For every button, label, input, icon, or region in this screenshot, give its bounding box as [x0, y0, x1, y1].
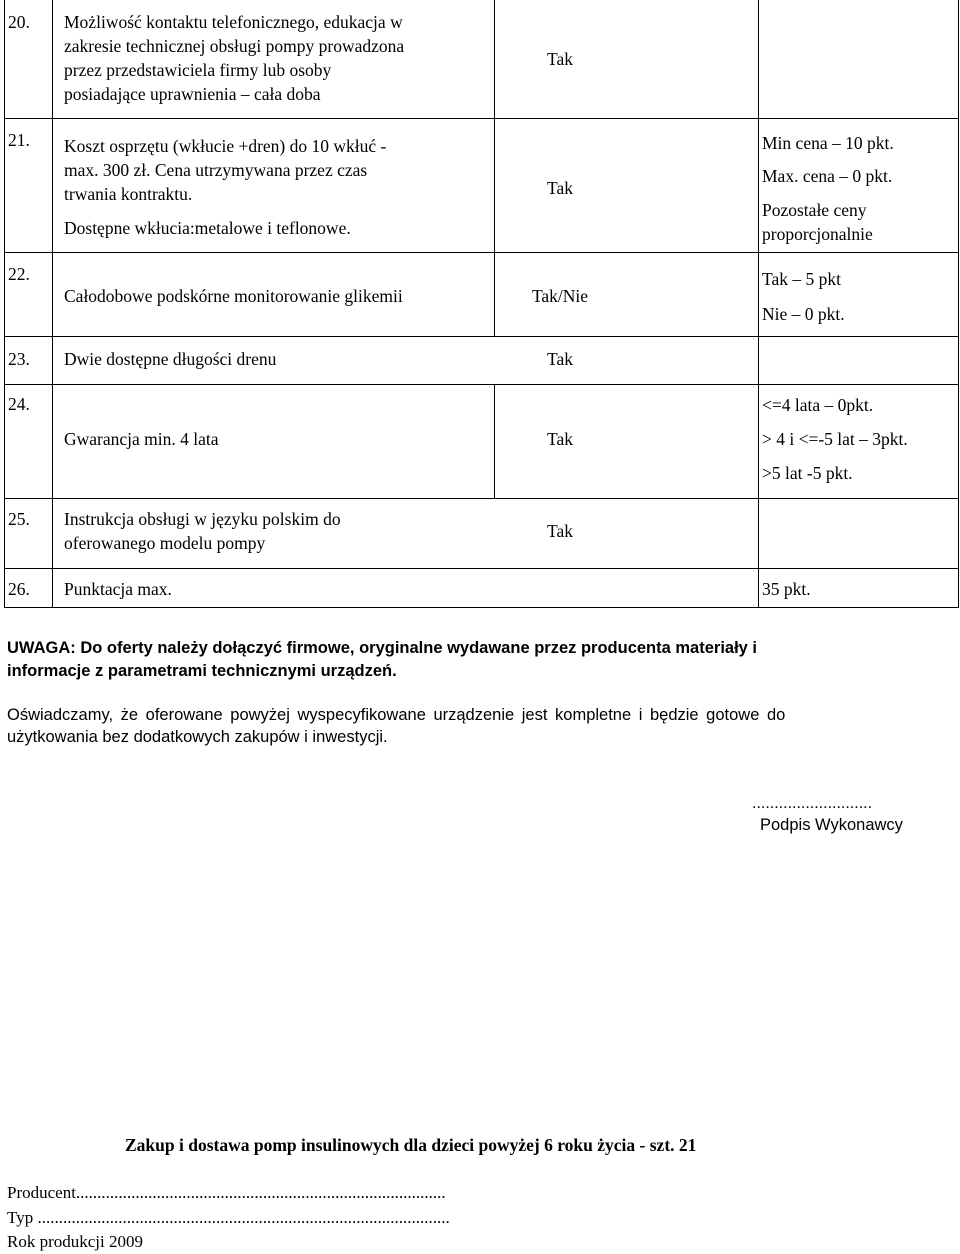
row-number: 24.: [8, 394, 30, 414]
row-number: 22.: [8, 264, 30, 284]
row-score: Pozostałe ceny: [762, 200, 867, 220]
row-score: >5 lat -5 pkt.: [762, 463, 853, 483]
producent-field: Producent.......................................................................................: [7, 1183, 446, 1202]
row-requirement: Tak: [547, 49, 573, 69]
row-description: Całodobowe podskórne monitorowanie glikemii: [64, 286, 403, 306]
declaration-line: Oświadczamy, że oferowane powyżej wyspecyfikowane urządzenie jest kompletne i będzie gotowe do: [7, 706, 786, 724]
row-score: Tak – 5 pkt: [762, 269, 841, 289]
notice-line: informacje z parametrami technicznymi urządzeń.: [7, 662, 397, 680]
row-requirement: Tak: [547, 429, 573, 449]
row-score: 35 pkt.: [762, 579, 811, 599]
row-score: Nie – 0 pkt.: [762, 304, 845, 324]
row-number: 26.: [8, 579, 30, 599]
row-number: 23.: [8, 349, 30, 369]
row-score: > 4 i <=-5 lat – 3pkt.: [762, 429, 908, 449]
notice-line: UWAGA: Do oferty należy dołączyć firmowe, oryginalne wydawane przez producenta materiały i: [7, 639, 758, 657]
row-score: proporcjonalnie: [762, 224, 873, 244]
row-description: Możliwość kontaktu telefonicznego, edukacja w zakresie technicznej obsługi pompy prowadzona przez przedstawiciela firmy lub osoby posiadające uprawnienia – cała doba: [64, 12, 405, 104]
row-description: Gwarancja min. 4 lata: [64, 429, 219, 449]
row-number: 20.: [8, 12, 30, 32]
row-number: 21.: [8, 130, 30, 150]
row-requirement: Tak/Nie: [531, 286, 589, 306]
row-description: Dwie dostępne długości drenu: [64, 349, 277, 369]
row-score: <=4 lata – 0pkt.: [762, 395, 874, 415]
declaration-line: użytkowania bez dodatkowych zakupów i inwestycji.: [7, 728, 388, 746]
footer-heading: Zakup i dostawa pomp insulinowych dla dzieci powyżej 6 roku życia - szt. 21: [125, 1135, 697, 1155]
row-number: 25.: [8, 509, 30, 529]
row-score: Min cena – 10 pkt.: [762, 133, 894, 153]
row-requirement: Tak: [547, 521, 573, 541]
row-description: Punktacja max.: [64, 579, 172, 599]
signature-label: Podpis Wykonawcy: [760, 816, 903, 834]
row-score: Max. cena – 0 pkt.: [762, 166, 893, 186]
year-field: Rok produkcji 2009: [7, 1232, 143, 1251]
typ-field: Typ .................................................................................................: [7, 1208, 450, 1227]
row-requirement: Tak: [547, 178, 573, 198]
row-requirement: Tak: [547, 349, 573, 369]
signature-dots: ...........................: [752, 795, 873, 812]
